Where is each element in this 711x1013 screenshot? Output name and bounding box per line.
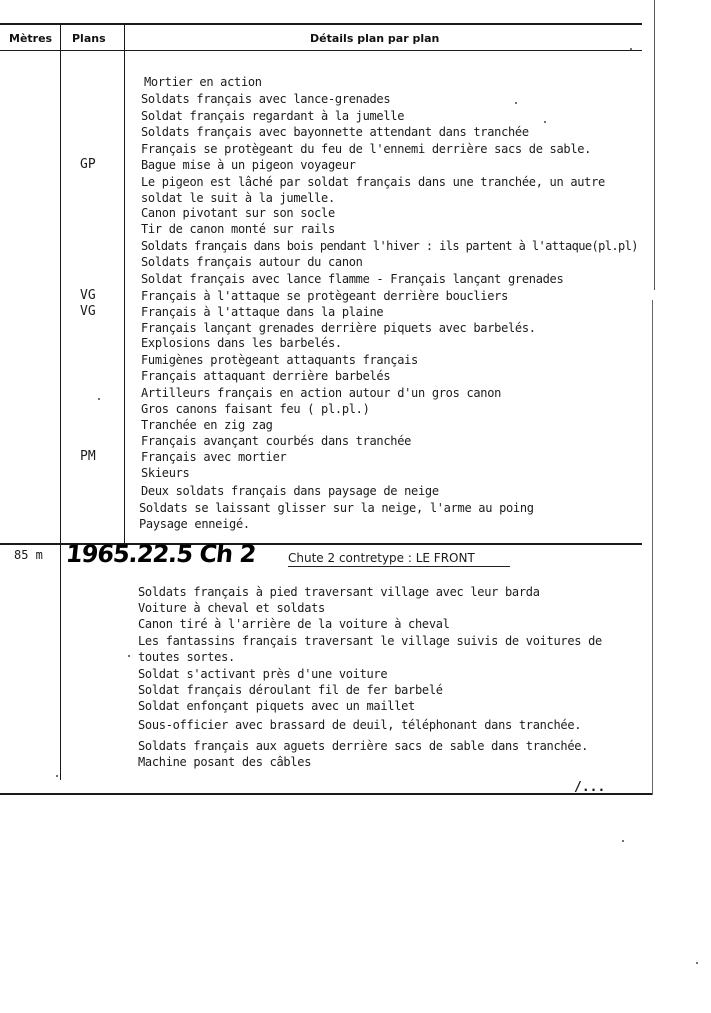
detail-line: Fumigènes protègeant attaquants français: [141, 353, 418, 367]
detail-line: Soldat s'activant près d'une voiture: [138, 667, 388, 681]
title-underline: [288, 566, 510, 567]
detail-line: Machine posant des câbles: [138, 755, 312, 769]
detail-line: Canon tiré à l'arrière de la voiture à cheval: [138, 617, 450, 631]
section-title: Chute 2 contretype : LE FRONT: [288, 551, 475, 565]
detail-line: Skieurs: [141, 466, 190, 480]
header-rule: [0, 50, 642, 51]
detail-line: Soldats français à pied traversant village avec leur barda: [138, 585, 540, 599]
plan-code: VG: [80, 288, 96, 303]
right-edge: [654, 0, 655, 290]
detail-line: Soldat enfonçant piquets avec un maillet: [138, 699, 415, 713]
col-divider-metres-lower: [60, 545, 61, 780]
header-plans: Plans: [72, 32, 106, 45]
detail-line: Soldats français avec lance-grenades: [141, 92, 391, 106]
detail-line: Gros canons faisant feu ( pl.pl.): [141, 402, 370, 416]
detail-line: Français lançant grenades derrière piquets avec barbelés.: [141, 321, 536, 335]
detail-line: Tir de canon monté sur rails: [141, 222, 335, 236]
detail-line: Soldats français avec bayonnette attendant dans tranchée: [141, 125, 529, 139]
detail-line: Français à l'attaque se protègeant derrière boucliers: [141, 289, 509, 303]
plan-code: VG: [80, 304, 96, 319]
detail-line: Soldats français dans bois pendant l'hiver : ils partent à l'attaque(pl.pl): [141, 239, 638, 253]
detail-line: Artilleurs français en action autour d'un gros canon: [141, 386, 502, 400]
detail-line: Français attaquant derrière barbelés: [141, 369, 391, 383]
detail-line: Soldats se laissant glisser sur la neige, l'arme au poing: [139, 501, 534, 515]
plan-code: GP: [80, 157, 96, 172]
detail-line: Français à l'attaque dans la plaine: [141, 305, 384, 319]
col-divider-plans: [124, 24, 125, 544]
detail-line: Soldat français regardant à la jumelle: [141, 109, 405, 123]
scan-speck: [128, 655, 130, 657]
detail-line: Les fantassins français traversant le village suivis de voitures de: [138, 634, 602, 648]
scan-speck: [622, 840, 624, 842]
scan-speck: [630, 48, 632, 50]
continuation-mark: /...: [574, 780, 606, 795]
header-metres: Mètres: [9, 32, 53, 45]
detail-line: Français avec mortier: [141, 450, 287, 464]
handwritten-reference: 1965.22.5 Ch 2: [64, 540, 257, 568]
plan-code: PM: [80, 449, 96, 464]
detail-line: Le pigeon est lâché par soldat français dans une tranchée, un autre: [141, 175, 605, 189]
bottom-rule: [0, 793, 653, 795]
detail-line: Bague mise à un pigeon voyageur: [141, 158, 356, 172]
detail-line: soldat le suit à la jumelle.: [141, 191, 335, 205]
right-edge-lower: [652, 300, 653, 795]
detail-line: Explosions dans les barbelés.: [141, 336, 342, 350]
col-divider-metres: [60, 24, 61, 544]
detail-line: toutes sortes.: [138, 650, 235, 664]
detail-line: Français avançant courbés dans tranchée: [141, 434, 412, 448]
metre-value: 85 m: [14, 548, 43, 562]
detail-line: Soldat français déroulant fil de fer barbelé: [138, 683, 443, 697]
detail-line: Paysage enneigé.: [139, 517, 250, 531]
detail-line: Deux soldats français dans paysage de neige: [141, 484, 439, 498]
top-rule: [0, 23, 642, 25]
scan-speck: [56, 775, 58, 777]
detail-line: Sous-officier avec brassard de deuil, téléphonant dans tranchée.: [138, 718, 582, 732]
detail-line: Soldats français aux aguets derrière sacs de sable dans tranchée.: [138, 739, 589, 753]
detail-line: Canon pivotant sur son socle: [141, 206, 335, 220]
detail-line: Français se protègeant du feu de l'ennemi derrière sacs de sable.: [141, 142, 592, 156]
header-details: Détails plan par plan: [310, 32, 440, 45]
scan-speck: [515, 102, 517, 104]
detail-line: Voiture à cheval et soldats: [138, 601, 325, 615]
scan-speck: [98, 398, 100, 400]
detail-line: Mortier en action: [144, 75, 262, 89]
scan-speck: [696, 962, 698, 964]
scan-speck: [544, 121, 546, 123]
detail-line: Soldat français avec lance flamme - Français lançant grenades: [141, 272, 564, 286]
detail-line: Soldats français autour du canon: [141, 255, 363, 269]
detail-line: Tranchée en zig zag: [141, 418, 273, 432]
